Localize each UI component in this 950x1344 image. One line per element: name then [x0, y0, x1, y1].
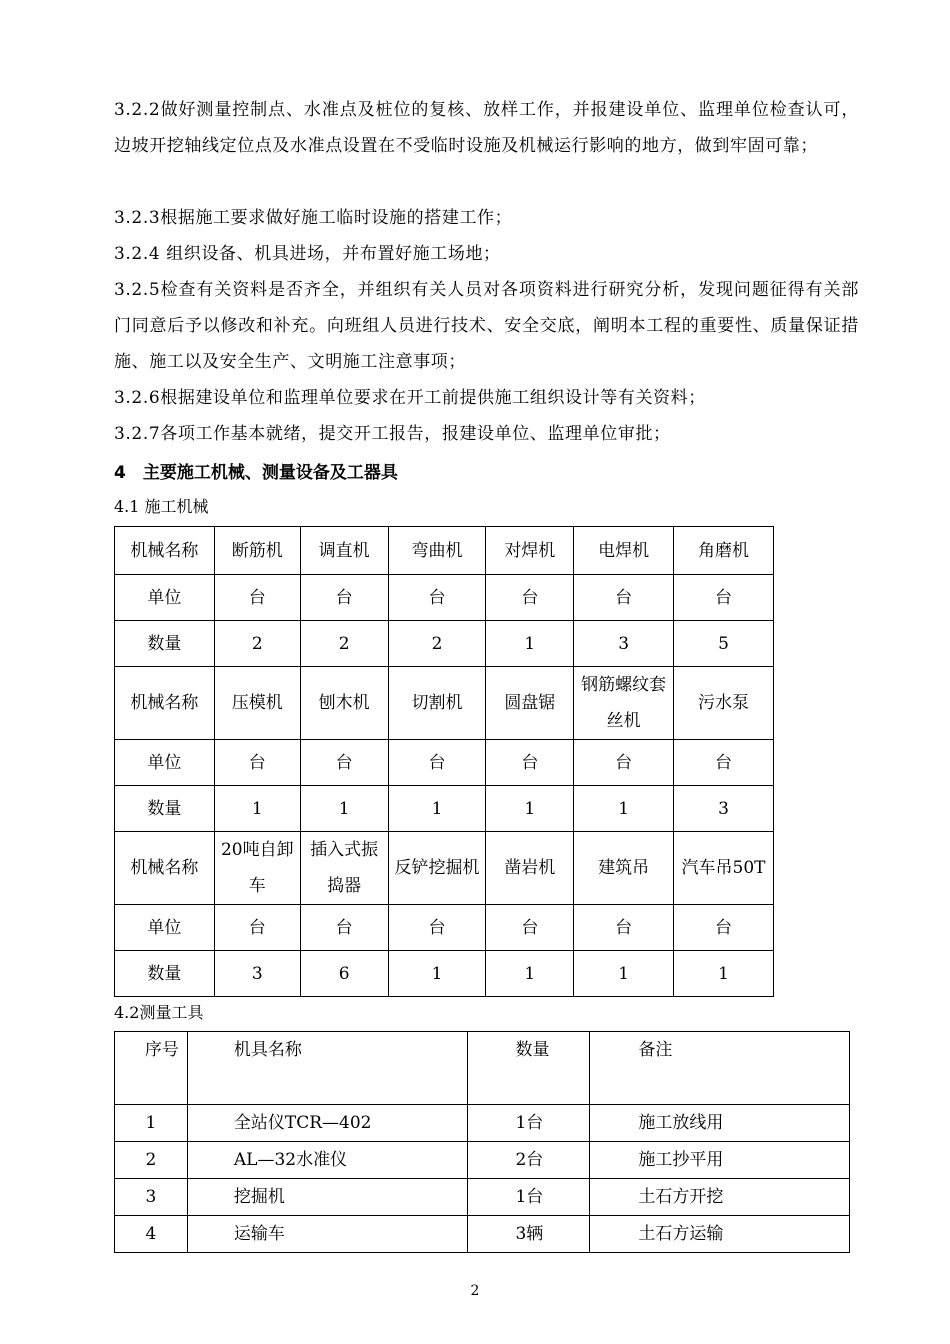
- tools-header-cell: 备注: [590, 1032, 850, 1105]
- tools-row: [115, 1142, 850, 1179]
- machinery-cell-qty: 1: [214, 786, 300, 832]
- machinery-cell-qty: 1: [388, 951, 486, 997]
- machinery-cell-qty: 1: [574, 786, 674, 832]
- row-label-qty: 数量: [115, 951, 215, 997]
- machinery-row-name: [115, 832, 774, 905]
- machinery-cell-qty: 1: [574, 951, 674, 997]
- machinery-row-unit: [115, 905, 774, 951]
- row-label-name: 机械名称: [115, 667, 215, 740]
- tools-cell: AL—32水准仪: [187, 1142, 468, 1179]
- survey-tools-table: [114, 1031, 850, 1253]
- tools-header-cell: 序号: [115, 1032, 188, 1105]
- machinery-cell-qty: 5: [674, 621, 774, 667]
- tools-cell: 运输车: [187, 1216, 468, 1253]
- machinery-cell-unit: 台: [300, 740, 388, 786]
- machinery-cell-qty: 1: [388, 786, 486, 832]
- row-label-name: 机械名称: [115, 527, 215, 575]
- machinery-cell-unit: 台: [214, 575, 300, 621]
- machinery-row-qty: [115, 621, 774, 667]
- row-label-qty: 数量: [115, 621, 215, 667]
- machinery-cell-unit: 台: [674, 575, 774, 621]
- machinery-cell-name: 对焊机: [486, 527, 574, 575]
- tools-cell: 2: [115, 1142, 188, 1179]
- machinery-row-qty: [115, 786, 774, 832]
- tools-cell: 4: [115, 1216, 188, 1253]
- tools-row: [115, 1179, 850, 1216]
- machinery-cell-name: 圆盘锯: [486, 667, 574, 740]
- machinery-cell-qty: 1: [486, 786, 574, 832]
- tools-cell: 施工放线用: [590, 1105, 850, 1142]
- paragraph-3-2-3: 3.2.3根据施工要求做好施工临时设施的搭建工作；: [114, 208, 513, 228]
- tools-row: [115, 1216, 850, 1253]
- tools-cell: 3辆: [468, 1216, 590, 1253]
- machinery-cell-unit: 台: [674, 905, 774, 951]
- row-label-unit: 单位: [115, 905, 215, 951]
- machinery-cell-name: 污水泵: [674, 667, 774, 740]
- machinery-row-name: [115, 527, 774, 575]
- machinery-cell-qty: 3: [214, 951, 300, 997]
- tools-cell: 3: [115, 1179, 188, 1216]
- machinery-cell-qty: 2: [388, 621, 486, 667]
- machinery-cell-name: 刨木机: [300, 667, 388, 740]
- machinery-cell-name: 凿岩机: [486, 832, 574, 905]
- paragraph-3-2-4: 3.2.4 组织设备、机具进场，并布置好施工场地；: [114, 244, 501, 264]
- machinery-cell-unit: 台: [214, 905, 300, 951]
- tools-cell: 1: [115, 1105, 188, 1142]
- machinery-cell-unit: 台: [388, 740, 486, 786]
- machinery-cell-unit: 台: [300, 575, 388, 621]
- tools-header-row: [115, 1032, 850, 1105]
- machinery-cell-name: 20吨自卸车: [214, 832, 300, 905]
- section-4-1-title: 4.1 施工机械: [114, 497, 209, 516]
- machinery-cell-unit: 台: [486, 905, 574, 951]
- tools-cell: 2台: [468, 1142, 590, 1179]
- machinery-cell-name: 电焊机: [574, 527, 674, 575]
- machinery-cell-unit: 台: [574, 575, 674, 621]
- machinery-table: [114, 526, 774, 997]
- machinery-cell-unit: 台: [574, 905, 674, 951]
- machinery-row-unit: [115, 740, 774, 786]
- machinery-cell-name: 插入式振捣器: [300, 832, 388, 905]
- paragraph-3-2-7: 3.2.7各项工作基本就绪，提交开工报告，报建设单位、监理单位审批；: [114, 424, 671, 444]
- machinery-row-name: [115, 667, 774, 740]
- section-4-heading: 4 主要施工机械、测量设备及工器具: [114, 463, 398, 483]
- machinery-cell-unit: 台: [388, 905, 486, 951]
- row-label-unit: 单位: [115, 575, 215, 621]
- machinery-row-qty: [115, 951, 774, 997]
- tools-cell: 挖掘机: [187, 1179, 468, 1216]
- paragraph-3-2-5: 3.2.5检查有关资料是否齐全，并组织有关人员对各项资料进行研究分析，发现问题征得有关部门同意后予以修改和补充。向班组人员进行技术、安全交底，阐明本工程的重要性、质量保证措施、施工以及安全生产、文明施工注意事项；: [114, 280, 859, 372]
- tools-header-cell: 数量: [468, 1032, 590, 1105]
- machinery-cell-name: 汽车吊50T: [674, 832, 774, 905]
- machinery-cell-qty: 2: [214, 621, 300, 667]
- row-label-unit: 单位: [115, 740, 215, 786]
- machinery-cell-name: 反铲挖掘机: [388, 832, 486, 905]
- machinery-cell-name: 压模机: [214, 667, 300, 740]
- paragraph-3-2-6: 3.2.6根据建设单位和监理单位要求在开工前提供施工组织设计等有关资料；: [114, 388, 706, 408]
- machinery-cell-unit: 台: [486, 575, 574, 621]
- machinery-cell-qty: 6: [300, 951, 388, 997]
- tools-cell: 施工抄平用: [590, 1142, 850, 1179]
- machinery-cell-qty: 3: [574, 621, 674, 667]
- tools-cell: 1台: [468, 1105, 590, 1142]
- tools-cell: 土石方开挖: [590, 1179, 850, 1216]
- machinery-cell-unit: 台: [300, 905, 388, 951]
- machinery-cell-name: 切割机: [388, 667, 486, 740]
- machinery-cell-unit: 台: [574, 740, 674, 786]
- machinery-cell-name: 角磨机: [674, 527, 774, 575]
- machinery-cell-name: 钢筋螺纹套丝机: [574, 667, 674, 740]
- tools-cell: 土石方运输: [590, 1216, 850, 1253]
- row-label-name: 机械名称: [115, 832, 215, 905]
- machinery-cell-name: 建筑吊: [574, 832, 674, 905]
- paragraph-3-2-2: 3.2.2做好测量控制点、水准点及桩位的复核、放样工作，并报建设单位、监理单位检查认可，边坡开挖轴线定位点及水准点设置在不受临时设施及机械运行影响的地方，做到牢固可靠；: [114, 100, 859, 156]
- tools-cell: 全站仪TCR—402: [187, 1105, 468, 1142]
- machinery-cell-qty: 1: [486, 951, 574, 997]
- tools-cell: 1台: [468, 1179, 590, 1216]
- page-number: 2: [470, 1283, 480, 1299]
- machinery-cell-qty: 3: [674, 786, 774, 832]
- machinery-cell-name: 弯曲机: [388, 527, 486, 575]
- row-label-qty: 数量: [115, 786, 215, 832]
- machinery-cell-name: 调直机: [300, 527, 388, 575]
- machinery-cell-qty: 2: [300, 621, 388, 667]
- machinery-cell-qty: 1: [300, 786, 388, 832]
- machinery-cell-name: 断筋机: [214, 527, 300, 575]
- machinery-cell-unit: 台: [388, 575, 486, 621]
- machinery-cell-unit: 台: [486, 740, 574, 786]
- machinery-row-unit: [115, 575, 774, 621]
- section-4-2-title: 4.2测量工具: [114, 1003, 204, 1022]
- machinery-cell-unit: 台: [674, 740, 774, 786]
- tools-header-cell: 机具名称: [187, 1032, 468, 1105]
- machinery-cell-qty: 1: [674, 951, 774, 997]
- tools-row: [115, 1105, 850, 1142]
- machinery-cell-qty: 1: [486, 621, 574, 667]
- machinery-cell-unit: 台: [214, 740, 300, 786]
